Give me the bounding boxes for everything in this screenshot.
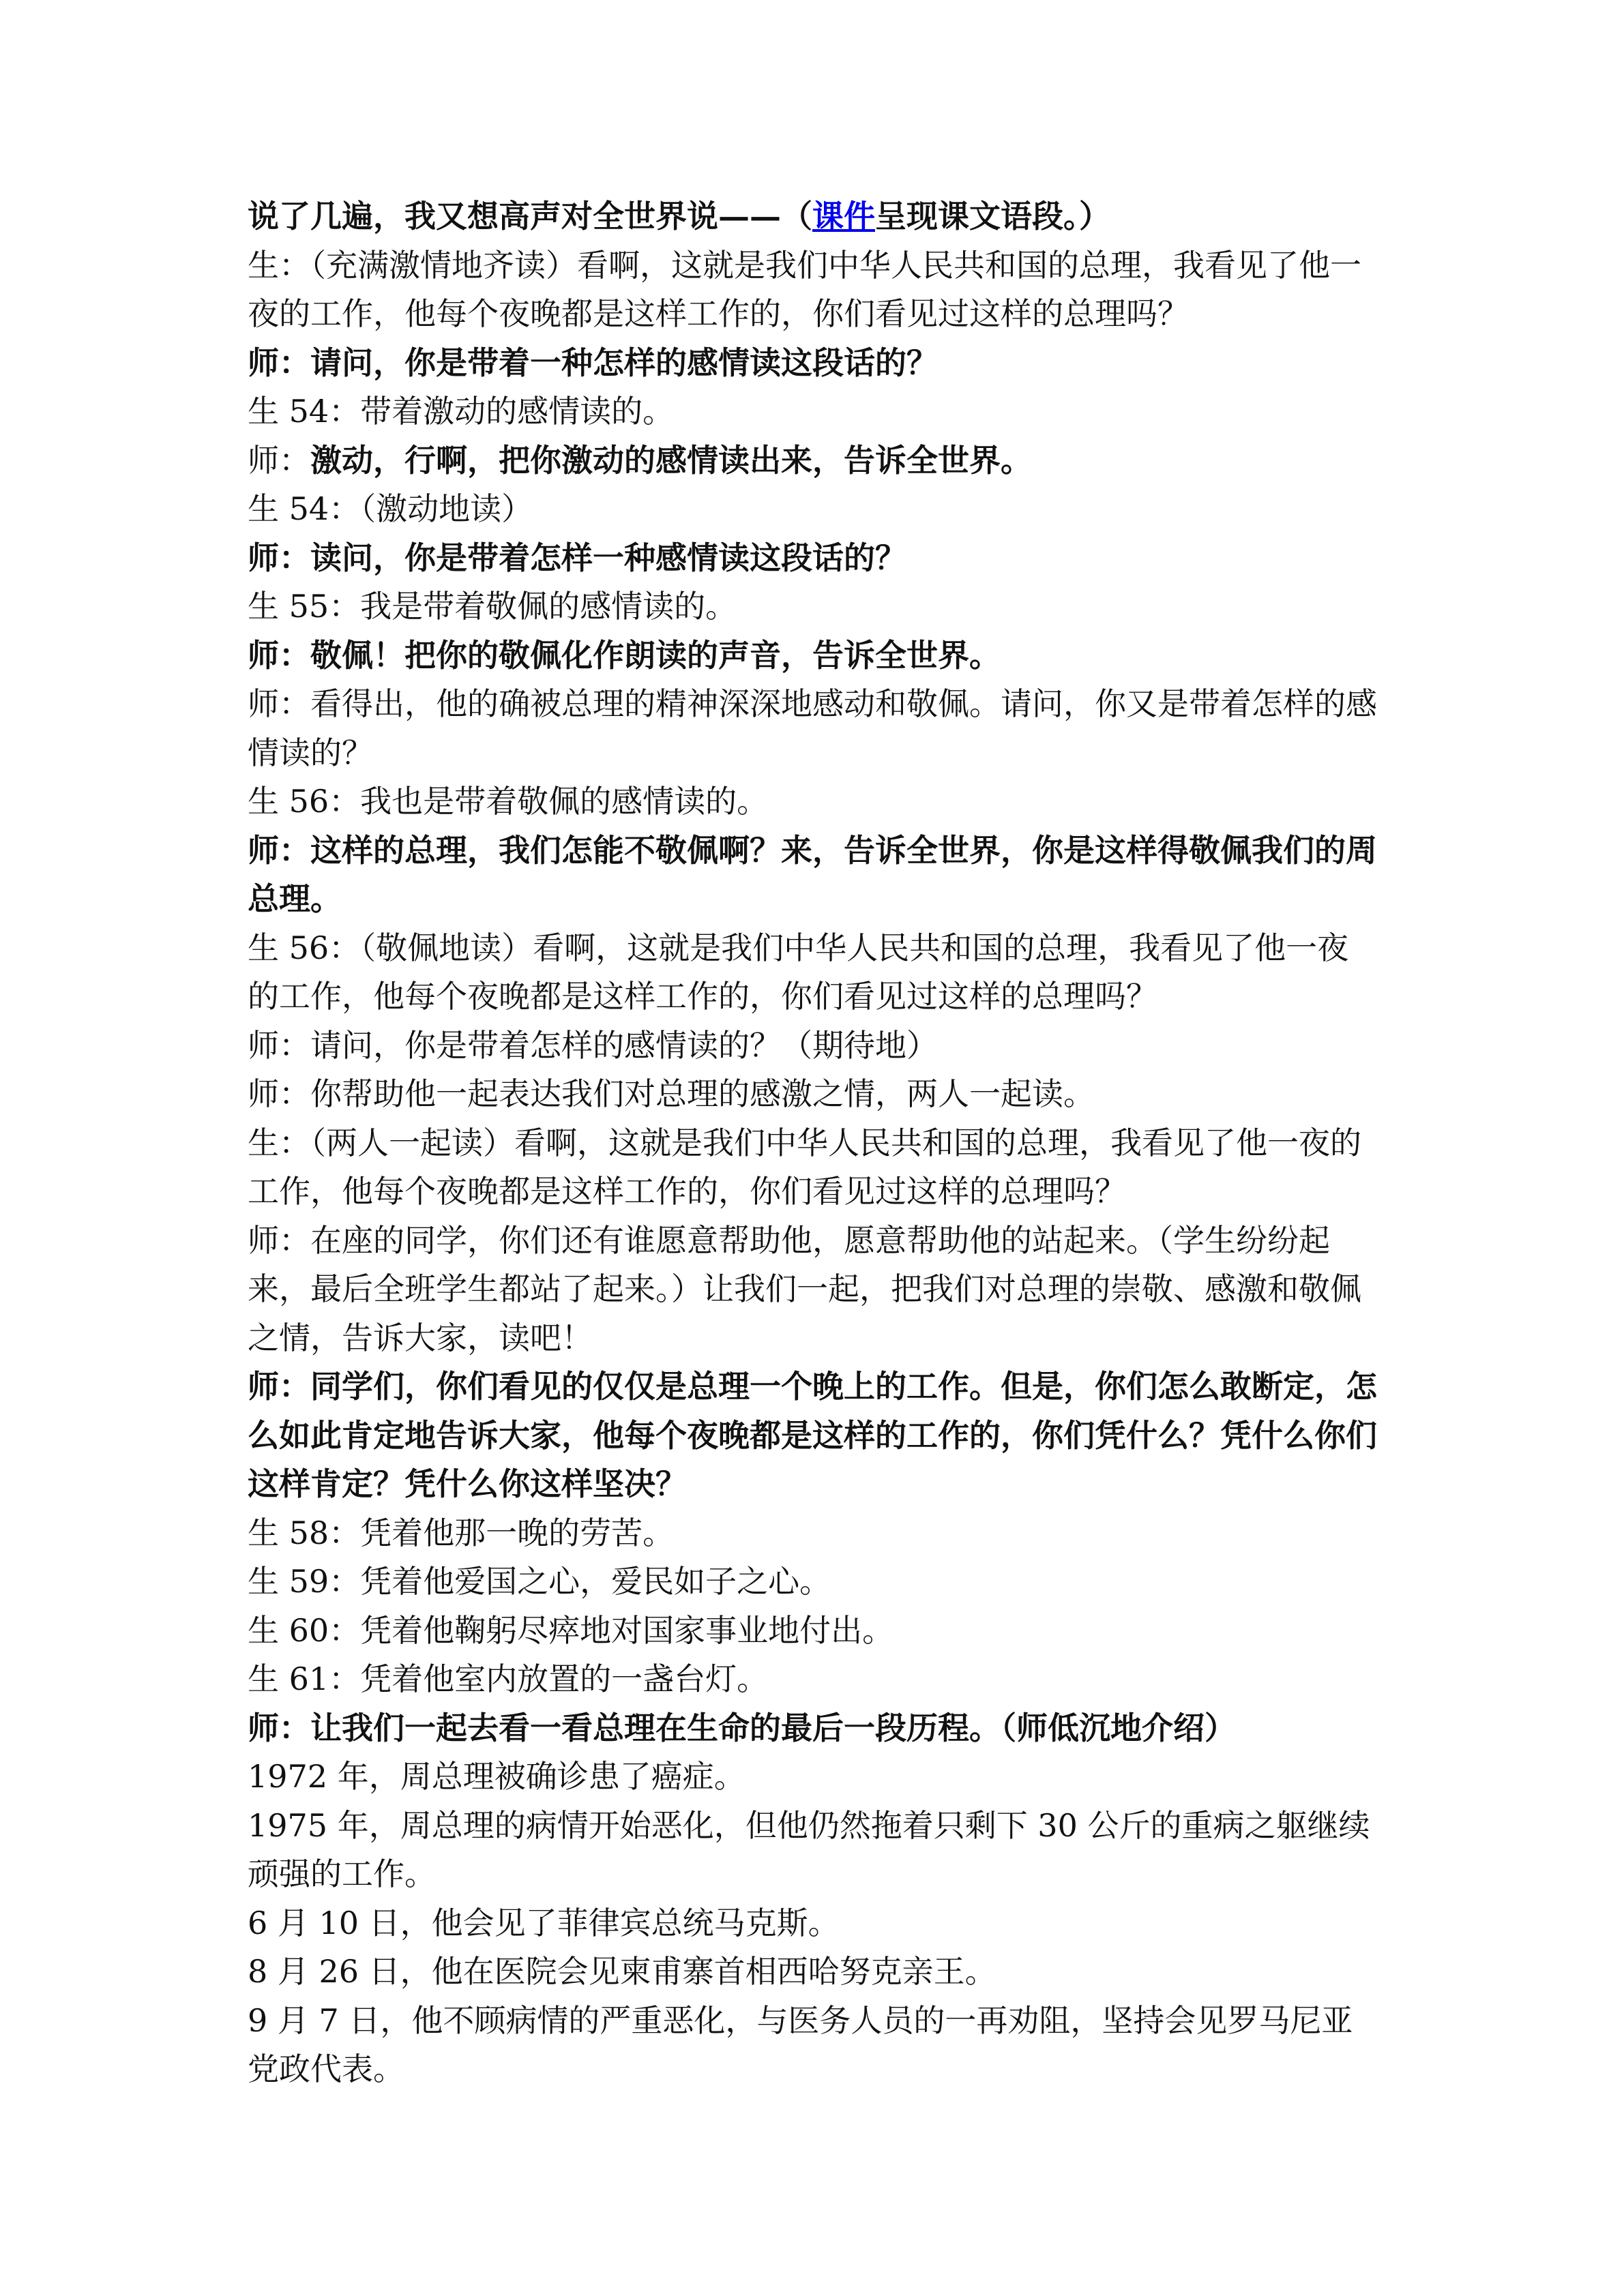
paragraph-20: 生 59：凭着他爱国之心，爱民如子之心。 [248,1563,831,1600]
courseware-link[interactable]: 课件 [812,198,875,235]
paragraph-25: 1975 年，周总理的病情开始恶化，但他仍然拖着只剩下 30 公斤的重病之躯继续顽强的工作。 [248,1806,1370,1892]
paragraph-10: 师：看得出，他的确被总理的精神深深地感动和敬佩。请问，你又是带着怎样的感情读的？ [248,685,1377,771]
paragraph-1-text-end: 呈现课文语段。） [875,198,1110,235]
paragraph-15: 师：你帮助他一起表达我们对总理的感激之情，两人一起读。 [248,1075,1095,1112]
paragraph-5 [248,436,1380,486]
paragraph-21: 生 60：凭着他鞠躬尽瘁地对国家事业地付出。 [248,1611,894,1649]
paragraph-3: 师：请问，你是带着一种怎样的感情读这段话的？ [248,344,938,381]
paragraph-19: 生 58：凭着他那一晚的劳苦。 [248,1514,675,1551]
paragraph-24: 1972 年，周总理被确诊患了癌症。 [248,1758,745,1795]
paragraph-4: 生 54：带着激动的感情读的。 [248,393,675,430]
paragraph-14: 师：请问，你是带着怎样的感情读的？（期待地） [248,1026,938,1064]
paragraph-27: 8 月 26 日，他在医院会见柬甫寨首相西哈努克亲王。 [248,1953,996,1990]
paragraph-1-text-start: 说了几遍，我又想高声对全世界说——（ [248,198,812,235]
paragraph-22: 生 61：凭着他室内放置的一盏台灯。 [248,1660,769,1697]
paragraph-26: 6 月 10 日，他会见了菲律宾总统马克斯。 [248,1904,840,1941]
paragraph-9: 师：敬佩！把你的敬佩化作朗读的声音，告诉全世界。 [248,636,1001,674]
paragraph-11: 生 56：我也是带着敬佩的感情读的。 [248,783,769,820]
paragraph-13: 生 56：（敬佩地读）看啊，这就是我们中华人民共和国的总理，我看见了他一夜的工作，他每个夜晚都是这样工作的，你们看见过这样的总理吗？ [248,929,1349,1015]
paragraph-23: 师：让我们一起去看一看总理在生命的最后一段历程。（师低沉地介绍） [248,1709,1236,1746]
paragraph-16: 生：（两人一起读）看啊，这就是我们中华人民共和国的总理，我看见了他一夜的工作，他每个夜晚都是这样工作的，你们看见过这样的总理吗？ [248,1124,1361,1210]
paragraph-28: 9 月 7 日，他不顾病情的严重恶化，与医务人员的一再劝阻，坚持会见罗马尼亚党政代表。 [248,2001,1353,2087]
paragraph-12: 师：这样的总理，我们怎能不敬佩啊？来，告诉全世界，你是这样得敬佩我们的周总理。 [248,831,1377,917]
paragraph-6: 生 54：（激动地读） [248,490,533,527]
paragraph-2: 生：（充满激情地齐读）看啊，这就是我们中华人民共和国的总理，我看见了他一夜的工作，他每个夜晚都是这样工作的，你们看见过这样的总理吗？ [248,246,1361,332]
paragraph-5-bold-text: 激动，行啊，把你激动的感情读出来，告诉全世界。 [310,441,1032,479]
paragraph-17: 师：在座的同学，你们还有谁愿意帮助他，愿意帮助他的站起来。（学生纷纷起来，最后全班学生都站了起来。）让我们一起，把我们对总理的崇敬、感激和敬佩之情，告诉大家，读吧！ [248,1221,1361,1356]
paragraph-1 [248,192,1380,241]
document-page [248,192,1380,2094]
paragraph-5-speaker: 师： [248,441,310,479]
paragraph-8: 生 55：我是带着敬佩的感情读的。 [248,588,737,625]
paragraph-18: 师：同学们，你们看见的仅仅是总理一个晚上的工作。但是，你们怎么敢断定，怎么如此肯定地告诉大家，他每个夜晚都是这样的工作的，你们凭什么？凭什么你们这样肯定？凭什么你这样坚决？ [248,1368,1377,1502]
paragraph-7: 师：读问，你是带着怎样一种感情读这段话的？ [248,539,906,576]
